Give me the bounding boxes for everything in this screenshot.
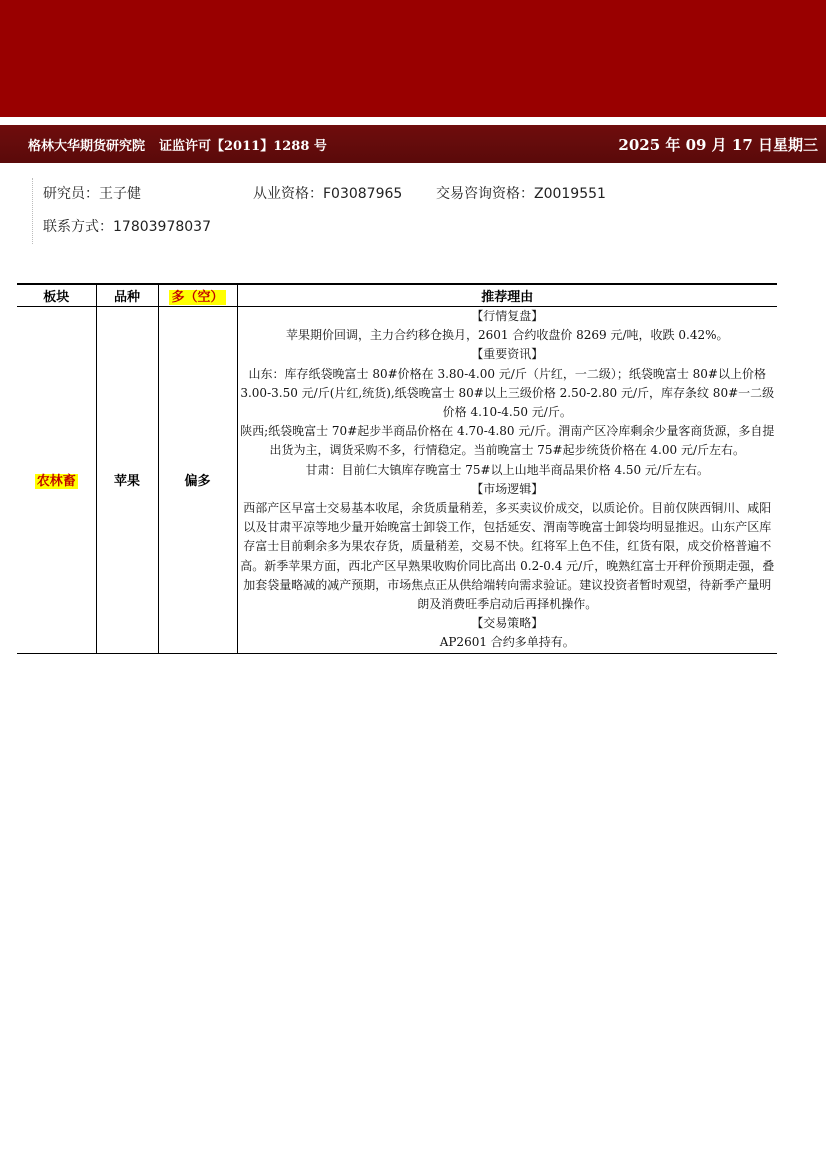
analyst-row-2: [43, 211, 743, 244]
header-sector: 板块: [17, 284, 96, 307]
logic-text: 西部产区早富士交易基本收尾，余货质量稍差，多买卖议价成交，以质论价。目前仅陕西铜川、咸阳以及甘肃平凉等地少量开始晚富士卸袋工作，包括延安、渭南等晚富士卸袋均明显推迟。山东产区库存富士目前剩余多为果农存货，质量稍差，交易不快。红将军上色不佳，红货有限，成交价格普遍不高。新季苹果方面，西北产区早熟果收购价同比高出 0.2-0.4 元/斤，晚熟红富士开秤价预期走强，叠加套袋量略减的减产预期，市场焦点正从供给端转向需求验证。建议投资者暂时观望，待新季产量明朗及消费旺季启动后再择机操作。: [240, 501, 775, 612]
recommendation-table: [17, 283, 777, 654]
header-bar: [0, 125, 826, 163]
analyst-row-1: [43, 178, 743, 211]
news-shandong: 山东：库存纸袋晚富士 80#价格在 3.80-4.00 元/斤（片红，一二级）；纸袋晚富士 80#以上价格 3.00-3.50 元/斤(片红,统货),纸袋晚富士 80#以上三级价格 2.50-2.80 元/斤，库存条纹 80#一二级价格 4.10-4.50 元/斤。: [240, 366, 775, 420]
section-heading-news: 【重要资讯】: [471, 347, 544, 362]
table-row: [17, 307, 777, 654]
researcher-name: 研究员：王子健: [43, 186, 141, 202]
section-heading-review: 【行情复盘】: [471, 309, 544, 323]
analyst-info: [32, 178, 743, 244]
reason-cell: [237, 307, 777, 654]
section-heading-logic: 【市场逻辑】: [471, 481, 544, 496]
news-shaanxi: 陕西;纸袋晚富士 70#起步半商品价格在 4.70-4.80 元/斤。渭南产区冷库剩余少量客商货源，多自提出货为主，调货采购不多，行情稳定。当前晚富士 75#起步统货价格在 4.00 元/斤左右。: [240, 424, 775, 458]
license-number: 证监许可【2011】1288 号: [159, 139, 327, 154]
sector-cell: [17, 307, 96, 654]
direction-highlight: 多（空）: [171, 290, 224, 305]
consult-qualification: 交易咨询资格：Z0019551: [436, 186, 606, 202]
section-heading-strategy: 【交易策略】: [471, 616, 544, 631]
table-header-row: [17, 284, 777, 307]
sector-highlight: 农林畜: [36, 474, 76, 490]
report-date: 2025 年 09 月 17 日星期三: [618, 136, 818, 154]
header-reason: 推荐理由: [237, 284, 777, 307]
top-banner: [0, 0, 826, 117]
news-gansu: 甘肃：目前仁大镇库存晚富士 75#以上山地半商品果价格 4.50 元/斤左右。: [305, 462, 710, 477]
variety-cell: 苹果: [96, 307, 158, 654]
header-direction: [158, 284, 237, 307]
qualification: 从业资格：F03087965: [253, 186, 403, 202]
institute-name: 格林大华期货研究院: [28, 139, 146, 154]
header-left: [28, 135, 327, 154]
review-text: 苹果期价回调，主力合约移仓换月，2601 合约收盘价 8269 元/吨，收跌 0.42%。: [285, 328, 729, 343]
direction-cell: 偏多: [158, 307, 237, 654]
strategy-text: AP2601 合约多单持有。: [439, 635, 575, 650]
contact-info: 联系方式：17803978037: [43, 219, 211, 235]
header-variety: 品种: [96, 284, 158, 307]
